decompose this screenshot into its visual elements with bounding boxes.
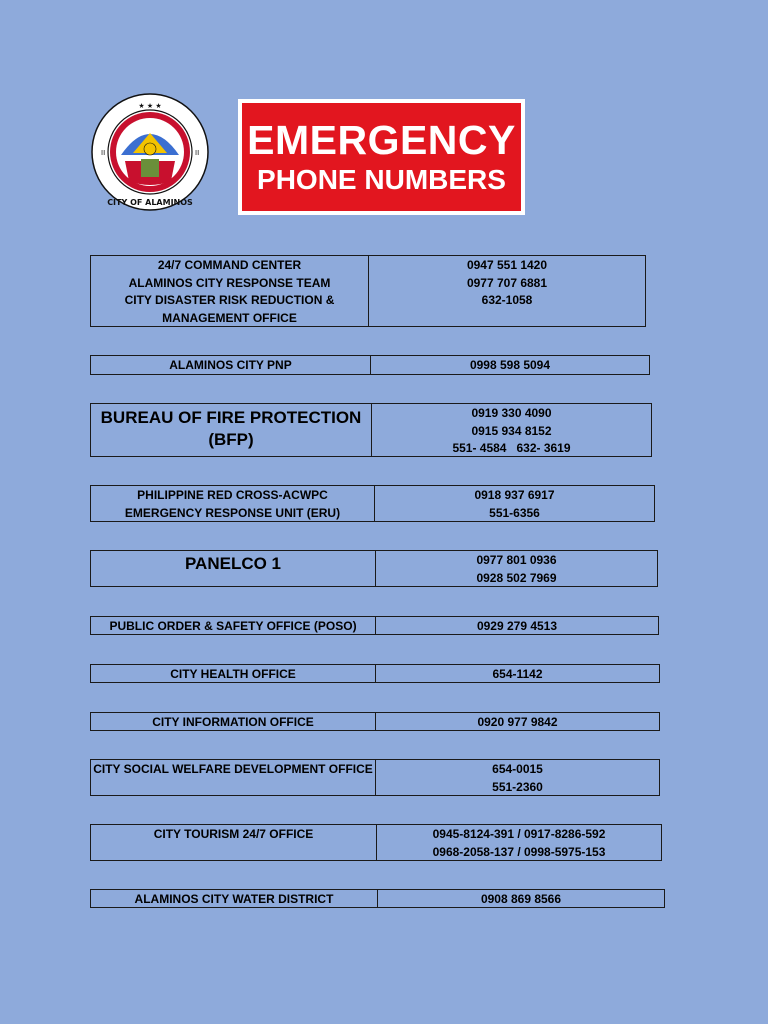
agency-name-cell <box>91 256 369 326</box>
directory-row-red-cross <box>90 485 655 522</box>
phone-number-cell <box>372 404 651 456</box>
agency-name-line: ALAMINOS CITY PNP <box>169 358 292 372</box>
phone-number: 0998 598 5094 <box>469 358 551 372</box>
directory-row-social-welfare <box>90 759 660 796</box>
agency-name-cell <box>91 825 377 860</box>
directory-row-panelco <box>90 550 658 587</box>
agency-name-line: 24/7 COMMAND CENTER <box>157 258 302 272</box>
directory-row-health <box>90 664 660 683</box>
phone-number: 0945-8124-391 / 0917-8286-592 <box>432 827 606 841</box>
agency-name-cell <box>91 760 376 795</box>
phone-number: 0977 801 0936 <box>476 553 557 567</box>
phone-number: 654-0015 <box>492 762 543 776</box>
phone-number: 654-1142 <box>492 667 543 681</box>
phone-number: 0915 934 8152 <box>471 423 552 438</box>
agency-name-line: EMERGENCY RESPONSE UNIT (ERU) <box>124 505 341 520</box>
city-seal-logo <box>91 93 209 211</box>
agency-name-line: CITY INFORMATION OFFICE <box>152 715 314 729</box>
svg-text:II: II <box>195 149 200 157</box>
directory-row-pnp <box>90 355 650 375</box>
phone-number-cell <box>376 551 657 586</box>
phone-number-cell <box>375 486 654 521</box>
agency-name-line: ALAMINOS CITY RESPONSE TEAM <box>128 275 331 290</box>
phone-number-cell <box>376 665 659 682</box>
directory-row-command-center <box>90 255 646 327</box>
directory-row-tourism <box>90 824 662 861</box>
phone-number-cell <box>377 825 661 860</box>
phone-number-cell <box>369 256 645 326</box>
agency-name-cell <box>91 356 371 374</box>
emergency-banner <box>238 99 525 215</box>
agency-name-line: PANELCO 1 <box>184 554 282 573</box>
phone-number: 551-2360 <box>492 779 543 794</box>
directory-row-bfp <box>90 403 652 457</box>
phone-number: 0929 279 4513 <box>476 619 558 633</box>
phone-number: 0908 869 8566 <box>480 892 562 906</box>
svg-text:CITY OF ALAMINOS: CITY OF ALAMINOS <box>107 198 193 207</box>
phone-number: 0968-2058-137 / 0998-5975-153 <box>432 844 606 859</box>
agency-name-line: PHILIPPINE RED CROSS-ACWPC <box>137 488 328 502</box>
phone-number-cell <box>371 356 649 374</box>
phone-number: 551-6356 <box>489 505 540 520</box>
svg-text:★ ★ ★: ★ ★ ★ <box>138 102 162 110</box>
phone-number-cell <box>376 713 659 730</box>
phone-number: 0920 977 9842 <box>477 715 558 729</box>
directory-row-water-district <box>90 889 665 908</box>
phone-number: 632-1058 <box>481 293 533 307</box>
agency-name-cell <box>91 404 372 456</box>
phone-number-cell <box>376 617 658 634</box>
phone-number-cell <box>378 890 664 907</box>
phone-number: 0947 551 1420 <box>466 258 548 272</box>
phone-number: 0918 937 6917 <box>474 488 555 502</box>
agency-name-line: (BFP) <box>208 430 254 449</box>
agency-name-cell <box>91 713 376 730</box>
phone-number-cell <box>376 760 659 795</box>
agency-name-line: CITY DISASTER RISK REDUCTION & <box>124 293 335 307</box>
agency-name-cell <box>91 486 375 521</box>
agency-name-line: MANAGEMENT OFFICE <box>162 310 297 325</box>
agency-name-line: CITY HEALTH OFFICE <box>170 667 296 681</box>
banner-title: EMERGENCY <box>247 117 516 163</box>
agency-name-line: CITY SOCIAL WELFARE DEVELOPMENT OFFICE <box>93 762 373 776</box>
agency-name-line: BUREAU OF FIRE PROTECTION <box>100 408 362 427</box>
agency-name-cell <box>91 617 376 634</box>
phone-number: 0977 707 6881 <box>466 275 548 290</box>
agency-name-cell <box>91 890 378 907</box>
agency-name-line: CITY TOURISM 24/7 OFFICE <box>153 827 314 841</box>
directory-row-information <box>90 712 660 731</box>
agency-name-cell <box>91 665 376 682</box>
agency-name-line: PUBLIC ORDER & SAFETY OFFICE (POSO) <box>109 619 357 633</box>
phone-number: 0919 330 4090 <box>471 406 552 420</box>
phone-number: 0928 502 7969 <box>476 570 557 585</box>
banner-subtitle: PHONE NUMBERS <box>257 164 506 195</box>
emergency-banner-panel <box>242 103 521 211</box>
agency-name-line: ALAMINOS CITY WATER DISTRICT <box>134 892 334 906</box>
agency-name-cell <box>91 551 376 586</box>
svg-text:II: II <box>101 149 106 157</box>
directory-row-poso <box>90 616 659 635</box>
phone-number: 551- 4584 632- 3619 <box>452 441 571 455</box>
